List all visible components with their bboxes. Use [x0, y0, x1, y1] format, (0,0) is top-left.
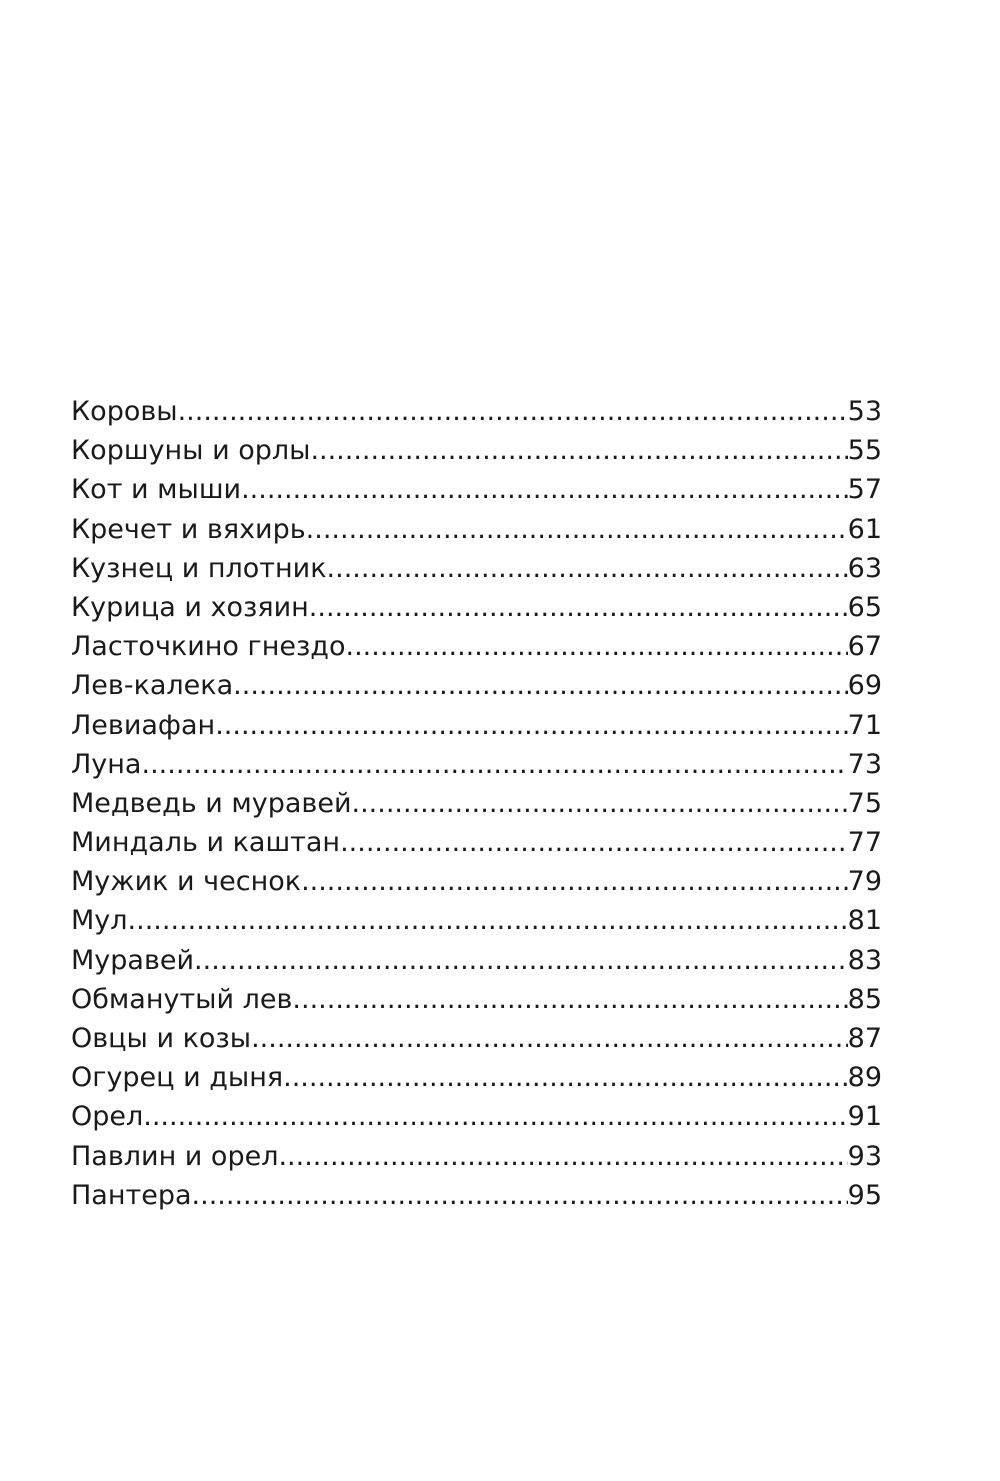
toc-entry-page: 81 [847, 905, 882, 937]
toc-entry-title: Кот и мыши [71, 474, 242, 506]
toc-entry-page: 83 [847, 944, 882, 976]
toc-entry[interactable] [71, 1097, 882, 1136]
toc-entry-page: 95 [847, 1179, 882, 1211]
toc-entry-page: 55 [847, 435, 882, 467]
toc-entry-page: 93 [847, 1140, 882, 1172]
toc-entry-page: 53 [847, 396, 882, 427]
dot-leader [327, 549, 848, 588]
toc-entry-title: Коровы [71, 396, 178, 427]
toc-entry-title: Обманутый лев [71, 983, 293, 1015]
toc-entry-title: Миндаль и каштан [71, 827, 341, 859]
toc-entry-title: Курица и хозяин [71, 591, 309, 623]
toc-entry-title: Луна [71, 748, 142, 780]
table-of-contents [71, 392, 882, 1215]
toc-entry[interactable] [71, 431, 882, 470]
toc-entry-page: 63 [847, 552, 882, 584]
toc-entry-page: 77 [847, 827, 882, 859]
toc-entry-title: Мужик и чеснок [71, 866, 302, 898]
toc-entry-page: 67 [847, 631, 882, 663]
toc-entry-page: 57 [847, 474, 882, 506]
dot-leader [241, 470, 848, 509]
toc-entry-title: Лев-калека [71, 670, 234, 702]
toc-entry-title: Пантера [71, 1179, 192, 1211]
toc-entry-title: Овцы и козы [71, 1023, 252, 1054]
toc-entry[interactable] [71, 941, 882, 980]
dot-leader [128, 901, 848, 940]
toc-entry-title: Муравей [71, 944, 195, 976]
toc-entry-title: Ласточкино гнездо [71, 631, 346, 663]
toc-entry-title: Орел [71, 1101, 144, 1133]
toc-entry[interactable] [71, 823, 882, 862]
dot-leader [283, 1058, 848, 1097]
toc-entry-page: 73 [847, 748, 882, 780]
toc-entry[interactable] [71, 745, 882, 784]
dot-leader [141, 745, 847, 784]
dot-leader [143, 1097, 847, 1136]
toc-entry[interactable] [71, 784, 882, 823]
dot-leader [346, 627, 848, 666]
dot-leader [352, 784, 848, 823]
toc-entry[interactable] [71, 1137, 882, 1176]
dot-leader [194, 941, 848, 980]
dot-leader [215, 706, 847, 745]
toc-entry-page: 71 [847, 709, 882, 741]
toc-entry[interactable] [71, 627, 882, 666]
toc-entry[interactable] [71, 980, 882, 1019]
toc-entry-page: 91 [847, 1101, 882, 1133]
toc-entry[interactable] [71, 666, 882, 705]
dot-leader [233, 666, 847, 705]
toc-entry-title: Кузнец и плотник [71, 552, 327, 584]
toc-entry[interactable] [71, 1058, 882, 1097]
dot-leader [178, 392, 848, 431]
toc-entry[interactable] [71, 549, 882, 588]
dot-leader [340, 823, 848, 862]
dot-leader [310, 431, 847, 470]
toc-entry-title: Коршуны и орлы [71, 435, 311, 467]
toc-entry-page: 85 [847, 983, 882, 1015]
toc-entry-page: 89 [847, 1062, 882, 1094]
toc-entry[interactable] [71, 706, 882, 745]
toc-entry-title: Медведь и муравей [71, 787, 352, 819]
toc-entry-page: 65 [847, 591, 882, 623]
dot-leader [292, 980, 847, 1019]
dot-leader [192, 1176, 848, 1215]
toc-entry-title: Павлин и орел [71, 1140, 279, 1172]
toc-entry[interactable] [71, 1176, 882, 1215]
toc-entry[interactable] [71, 470, 882, 509]
toc-entry[interactable] [71, 392, 882, 431]
toc-entry[interactable] [71, 1019, 882, 1058]
toc-entry-title: Мул [71, 905, 128, 937]
toc-entry-title: Левиафан [71, 709, 216, 741]
toc-entry-page: 75 [847, 787, 882, 819]
dot-leader [301, 862, 848, 901]
dot-leader [306, 510, 848, 549]
toc-entry-page: 79 [847, 866, 882, 898]
dot-leader [251, 1019, 848, 1058]
toc-entry-page: 69 [847, 670, 882, 702]
toc-entry[interactable] [71, 862, 882, 901]
toc-entry-page: 61 [847, 513, 882, 545]
dot-leader [309, 588, 848, 627]
toc-entry-title: Кречет и вяхирь [71, 513, 306, 545]
toc-entry[interactable] [71, 588, 882, 627]
toc-entry[interactable] [71, 510, 882, 549]
toc-entry-title: Огурец и дыня [71, 1062, 284, 1094]
dot-leader [278, 1137, 847, 1176]
toc-entry[interactable] [71, 901, 882, 940]
toc-entry-page: 87 [847, 1023, 882, 1054]
